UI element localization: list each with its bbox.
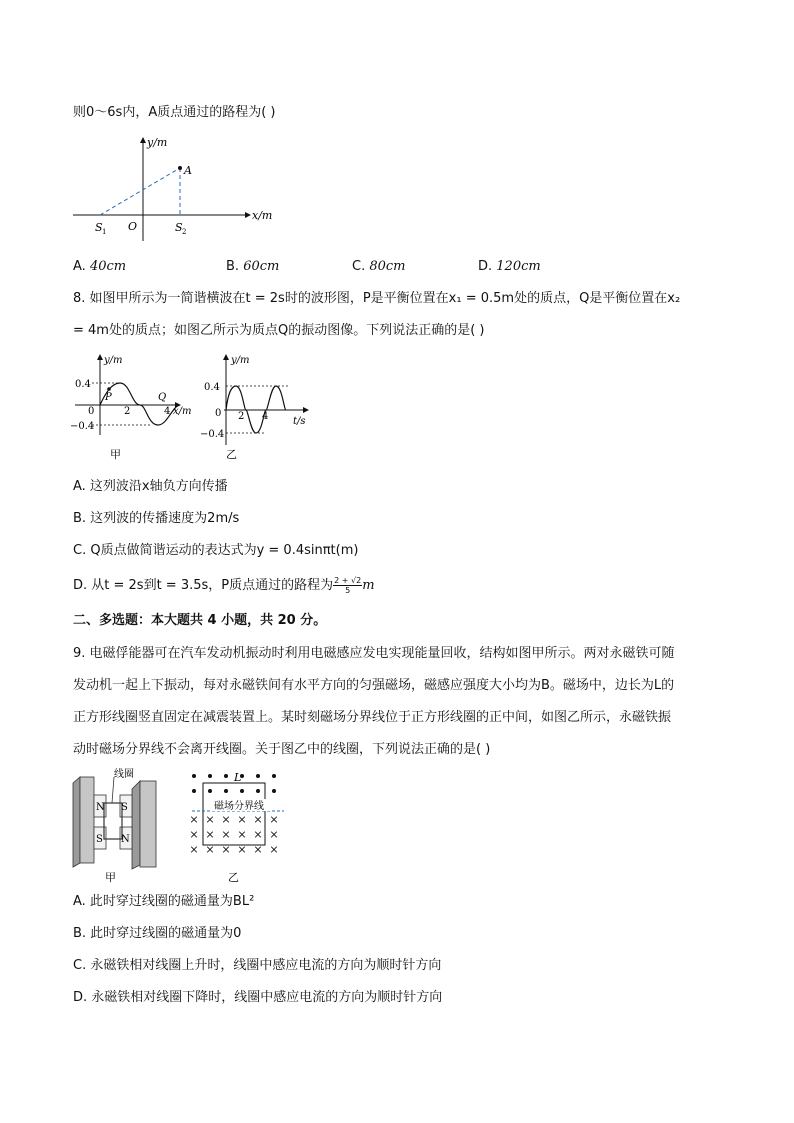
label-n-top: N — [96, 802, 105, 813]
unit: m — [362, 578, 375, 593]
right-plate-side — [132, 781, 140, 869]
svg-text:×: × — [205, 813, 215, 826]
left-plate-front — [80, 777, 94, 863]
yi-tick-4: 4 — [262, 411, 269, 422]
svg-text:×: × — [269, 843, 279, 856]
coil-label: 线圈 — [114, 769, 134, 780]
svg-text:×: × — [237, 813, 247, 826]
q9-stem-line2: 发动机一起上下振动，每对永磁铁间有水平方向的匀强磁场，磁感应强度大小均为B。磁场中，边长为L的 — [73, 678, 675, 693]
svg-text:×: × — [221, 843, 231, 856]
right-plate-front — [140, 781, 156, 867]
q9-figure-yi — [184, 765, 294, 885]
jia-caption: 甲 — [105, 871, 116, 884]
svg-text:×: × — [237, 843, 247, 856]
yi-t-label: t/s — [293, 416, 306, 427]
s1-label: S — [95, 221, 103, 234]
coil-leader-line — [112, 777, 114, 803]
jia-zero: 0 — [88, 406, 95, 417]
jia-tick-bottom: −0.4 — [70, 421, 95, 432]
fraction-denominator: 5 — [345, 586, 351, 595]
point-a-label: A — [184, 164, 192, 177]
point-q-label: Q — [158, 392, 167, 403]
q8-figure-yi — [200, 350, 320, 465]
q8-option-a: A. 这列波沿x轴负方向传播 — [73, 479, 228, 494]
svg-text:×: × — [221, 828, 231, 841]
q7-option-b: B. 60cm — [226, 259, 280, 274]
s2-subscript: 2 — [182, 228, 187, 236]
svg-text:×: × — [221, 813, 231, 826]
point-p-label: P — [105, 392, 112, 403]
label-n-bottom: N — [121, 834, 130, 845]
q9-option-a: A. 此时穿过线圈的磁通量为BL² — [73, 894, 255, 909]
jia-tick-4: 4 — [164, 406, 171, 417]
yi-tick-2: 2 — [238, 411, 245, 422]
yi-caption: 乙 — [226, 448, 237, 461]
svg-text:×: × — [237, 828, 247, 841]
jia-tick-2: 2 — [124, 406, 131, 417]
yi-y-label: y/m — [231, 355, 250, 366]
svg-text:×: × — [269, 813, 279, 826]
yi-tick-bottom: −0.4 — [200, 429, 225, 440]
q7-option-d: D. 120cm — [478, 259, 541, 274]
coil — [104, 803, 122, 839]
yi-zero: 0 — [215, 408, 222, 419]
left-plate-side — [73, 777, 80, 867]
s2-label: S — [175, 221, 183, 234]
q8-figure-jia — [70, 350, 205, 465]
jia-caption: 甲 — [110, 448, 121, 461]
q8-option-d-prefix: D. 从t = 2s到t = 3.5s，P质点通过的路程为 — [73, 578, 334, 593]
svg-text:×: × — [269, 828, 279, 841]
svg-text:×: × — [189, 828, 199, 841]
y-axis-label: y/m — [147, 136, 168, 149]
jia-tick-top: 0.4 — [75, 379, 91, 390]
svg-text:×: × — [253, 813, 263, 826]
boundary-label: 磁场分界线 — [214, 801, 264, 812]
q8-option-b: B. 这列波的传播速度为2m/s — [73, 511, 240, 526]
yi-tick-top: 0.4 — [204, 382, 220, 393]
q7-figure — [70, 133, 280, 243]
q9-option-d: D. 永磁铁相对线圈下降时，线圈中感应电流的方向为顺时针方向 — [73, 990, 443, 1005]
fraction-numerator: 2 + √2 — [334, 576, 362, 585]
svg-text:×: × — [205, 828, 215, 841]
q7-option-c: C. 80cm — [352, 259, 406, 274]
label-s-bottom: S — [96, 834, 103, 845]
side-length-label: L — [234, 771, 242, 784]
q9-figure-jia — [70, 765, 170, 885]
jia-wave-curve — [100, 383, 178, 425]
q8-stem-line1: 8. 如图甲所示为一简谐横波在t = 2s时的波形图，P是平衡位置在x₁ = 0.5m处的质点，Q是平衡位置在x₂ — [73, 291, 681, 306]
svg-text:×: × — [253, 843, 263, 856]
x-axis-label: x/m — [252, 209, 273, 222]
q7-option-a: A. 40cm — [73, 259, 127, 274]
jia-y-label: y/m — [104, 355, 123, 366]
q9-stem-line3: 正方形线圈竖直固定在减震装置上。某时刻磁场分界线位于正方形线圈的正中间，如图乙所示，永磁铁振 — [73, 710, 672, 725]
svg-text:×: × — [253, 828, 263, 841]
q8-option-c: C. Q质点做简谐运动的表达式为y = 0.4sinπt(m) — [73, 543, 359, 558]
q8-stem-line2: = 4m处的质点；如图乙所示为质点Q的振动图像。下列说法正确的是( ) — [73, 323, 485, 338]
q9-stem-line4: 动时磁场分界线不会离开线圈。关于图乙中的线圈，下列说法正确的是( ) — [73, 742, 491, 757]
q9-option-c: C. 永磁铁相对线圈上升时，线圈中感应电流的方向为顺时针方向 — [73, 958, 442, 973]
q9-stem-line1: 9. 电磁俘能器可在汽车发动机振动时利用电磁感应发电实现能量回收，结构如图甲所示。两对永磁铁可随 — [73, 646, 675, 661]
section-title: 二、多选题：本大题共 4 小题，共 20 分。 — [73, 613, 327, 628]
origin-label: O — [128, 220, 138, 233]
q8-option-d — [73, 576, 375, 595]
q7-stem: 则0～6s内，A质点通过的路程为( ) — [73, 105, 276, 120]
point-a-dot — [178, 166, 182, 170]
jia-x-label: x/m — [173, 406, 192, 417]
fraction — [333, 576, 362, 595]
s1-subscript: 1 — [102, 228, 107, 236]
yi-caption: 乙 — [228, 871, 239, 884]
point-p-dot — [107, 387, 111, 391]
q9-option-b: B. 此时穿过线圈的磁通量为0 — [73, 926, 242, 941]
svg-text:×: × — [189, 813, 199, 826]
svg-text:×: × — [205, 843, 215, 856]
label-s-top: S — [121, 802, 128, 813]
svg-text:×: × — [189, 843, 199, 856]
dashed-line-s1-a — [100, 168, 180, 215]
